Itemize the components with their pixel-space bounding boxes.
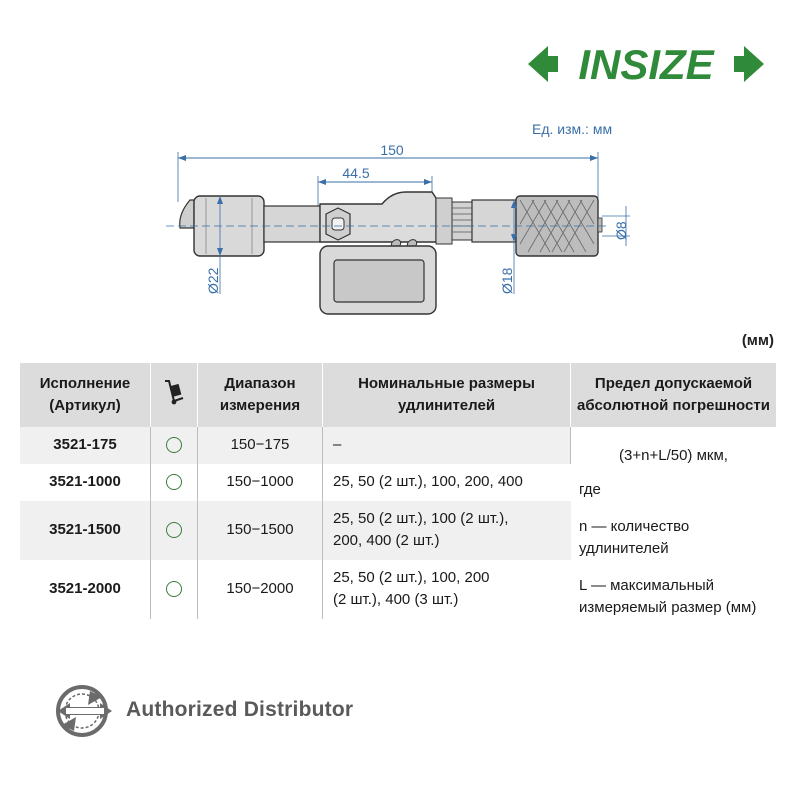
distributor-badge-icon — [52, 681, 118, 741]
dim-head-length: 44.5 — [342, 165, 370, 181]
logo-text: INSIZE — [578, 41, 714, 88]
dim-body-diameter: Ø22 — [205, 267, 221, 294]
in-stock-circle-icon — [166, 474, 182, 490]
units-note: Ед. изм.: мм — [532, 121, 613, 137]
in-stock-circle-icon — [166, 581, 182, 597]
micrometer-drawing — [160, 138, 640, 328]
table-units: (мм) — [741, 332, 774, 349]
row-code: 3521-2000 — [20, 560, 151, 619]
row-extensions: – — [323, 427, 571, 464]
dim-thimble-diameter: Ø18 — [499, 267, 515, 294]
dim-total-length: 150 — [380, 142, 404, 158]
row-code: 3521-175 — [20, 427, 151, 464]
in-stock-circle-icon — [166, 522, 182, 538]
row-range: 150−175 — [198, 427, 323, 464]
in-stock-circle-icon — [166, 437, 182, 453]
header-extensions: Номинальные размеры удлинителей — [323, 363, 571, 427]
header-range: Диапазон измерения — [198, 363, 323, 427]
row-extensions: 25, 50 (2 шт.), 100, 200, 400 — [323, 464, 571, 501]
error-formula: (3+n+L/50) мкм, — [619, 447, 728, 464]
header-error: Предел допускаемой абсолютной погрешности — [571, 363, 777, 427]
table-row — [20, 427, 776, 464]
row-extensions: 25, 50 (2 шт.), 100 (2 шт.), 200, 400 (2 шт.) — [323, 501, 571, 560]
stock-indicator — [151, 427, 198, 464]
row-range: 150−2000 — [198, 560, 323, 619]
header-stock — [151, 363, 198, 427]
header-code: Исполнение (Артикул) — [20, 363, 151, 427]
row-range: 150−1500 — [198, 501, 323, 560]
cart-icon — [163, 392, 185, 409]
row-range: 150−1000 — [198, 464, 323, 501]
table-header-row — [20, 363, 776, 427]
error-note: (3+n+L/50) мкм, где n — количество удлинителей L — максимальный измеряемый размер (мм) — [571, 427, 777, 619]
dim-tip-diameter: Ø8 — [613, 221, 629, 240]
row-extensions: 25, 50 (2 шт.), 100, 200 (2 шт.), 400 (3 шт.) — [323, 560, 571, 619]
insize-logo — [528, 36, 764, 92]
spec-table — [20, 363, 776, 619]
row-code: 3521-1000 — [20, 464, 151, 501]
authorized-distributor — [52, 681, 372, 741]
authorized-distributor-label: Authorized Distributor — [126, 698, 354, 721]
row-code: 3521-1500 — [20, 501, 151, 560]
stock-indicator — [151, 560, 198, 619]
error-where: где — [579, 481, 601, 498]
stock-indicator — [151, 464, 198, 501]
stock-indicator — [151, 501, 198, 560]
